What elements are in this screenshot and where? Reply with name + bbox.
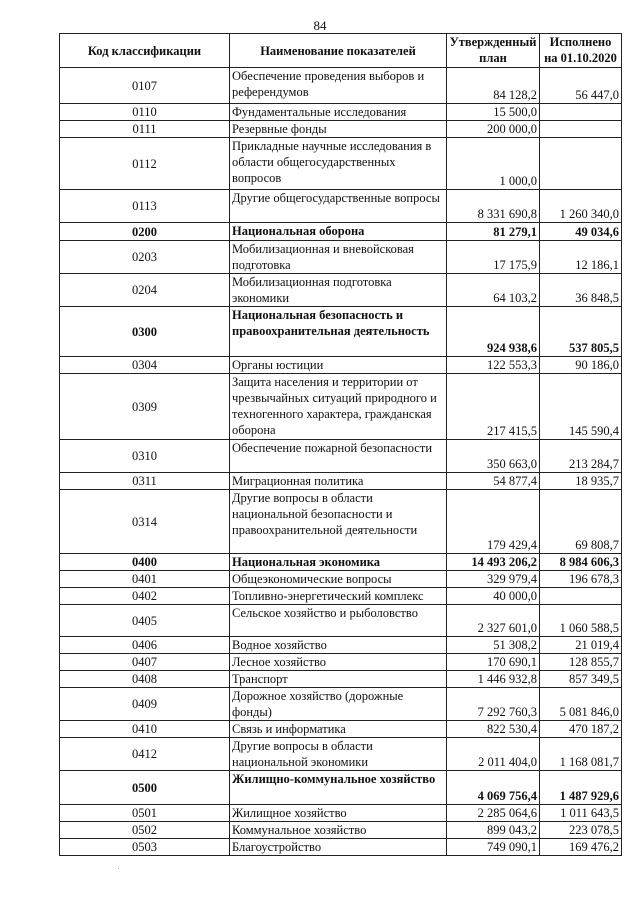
approved-plan: 4 069 756,4 xyxy=(447,771,540,805)
classification-code: 0112 xyxy=(60,138,230,190)
header-code: Код классификации xyxy=(60,34,230,68)
classification-code: 0407 xyxy=(60,654,230,671)
approved-plan: 15 500,0 xyxy=(447,104,540,121)
approved-plan: 8 331 690,8 xyxy=(447,190,540,223)
table-row xyxy=(60,771,622,805)
indicator-name: Национальная экономика xyxy=(230,554,447,571)
table-row xyxy=(60,721,622,738)
approved-plan: 217 415,5 xyxy=(447,374,540,440)
approved-plan: 122 553,3 xyxy=(447,357,540,374)
table-row xyxy=(60,637,622,654)
executed-value xyxy=(540,121,622,138)
indicator-name: Фундаментальные исследования xyxy=(230,104,447,121)
indicator-name: Жилищное хозяйство xyxy=(230,805,447,822)
indicator-name: Топливно-энергетический комплекс xyxy=(230,588,447,605)
table-row xyxy=(60,822,622,839)
indicator-name: Обеспечение пожарной безопасности xyxy=(230,440,447,473)
indicator-name: Общеэкономические вопросы xyxy=(230,571,447,588)
indicator-name: Благоустройство xyxy=(230,839,447,856)
executed-value xyxy=(540,104,622,121)
indicator-name: Коммунальное хозяйство xyxy=(230,822,447,839)
executed-value xyxy=(540,138,622,190)
table-row xyxy=(60,588,622,605)
classification-code: 0405 xyxy=(60,605,230,637)
indicator-name: Миграционная политика xyxy=(230,473,447,490)
indicator-name: Другие общегосударственные вопросы xyxy=(230,190,447,223)
table-row xyxy=(60,138,622,190)
header-plan-line2: план xyxy=(479,51,507,65)
classification-code: 0409 xyxy=(60,688,230,721)
indicator-name: Национальная безопасность и правоохранительная деятельность xyxy=(230,307,447,357)
table-row xyxy=(60,307,622,357)
classification-code: 0501 xyxy=(60,805,230,822)
classification-code: 0314 xyxy=(60,490,230,554)
indicator-name: Защита населения и территории от чрезвычайных ситуаций природного и техногенного характера, гражданская оборона xyxy=(230,374,447,440)
indicator-name: Дорожное хозяйство (дорожные фонды) xyxy=(230,688,447,721)
table-row xyxy=(60,440,622,473)
executed-value: 1 011 643,5 xyxy=(540,805,622,822)
table-row xyxy=(60,190,622,223)
executed-value: 470 187,2 xyxy=(540,721,622,738)
table-row xyxy=(60,121,622,138)
executed-value: 18 935,7 xyxy=(540,473,622,490)
executed-value: 1 060 588,5 xyxy=(540,605,622,637)
table-row xyxy=(60,473,622,490)
approved-plan: 924 938,6 xyxy=(447,307,540,357)
classification-code: 0401 xyxy=(60,571,230,588)
table-row xyxy=(60,490,622,554)
table-row xyxy=(60,839,622,856)
indicator-name: Резервные фонды xyxy=(230,121,447,138)
table-row xyxy=(60,374,622,440)
indicator-name: Национальная оборона xyxy=(230,223,447,241)
classification-code: 0500 xyxy=(60,771,230,805)
classification-code: 0400 xyxy=(60,554,230,571)
header-executed-line1: Исполнено xyxy=(549,35,612,49)
classification-code: 0503 xyxy=(60,839,230,856)
approved-plan: 14 493 206,2 xyxy=(447,554,540,571)
classification-code: 0502 xyxy=(60,822,230,839)
executed-value: 196 678,3 xyxy=(540,571,622,588)
header-plan-line1: Утвержденный xyxy=(449,35,537,49)
indicator-name: Органы юстиции xyxy=(230,357,447,374)
classification-code: 0412 xyxy=(60,738,230,771)
executed-value: 213 284,7 xyxy=(540,440,622,473)
executed-value: 128 855,7 xyxy=(540,654,622,671)
executed-value: 1 487 929,6 xyxy=(540,771,622,805)
approved-plan: 64 103,2 xyxy=(447,274,540,307)
approved-plan: 329 979,4 xyxy=(447,571,540,588)
table-row xyxy=(60,223,622,241)
executed-value: 1 168 081,7 xyxy=(540,738,622,771)
header-plan xyxy=(447,34,540,68)
indicator-name: Связь и информатика xyxy=(230,721,447,738)
approved-plan: 17 175,9 xyxy=(447,241,540,274)
table-body xyxy=(60,68,622,856)
classification-code: 0111 xyxy=(60,121,230,138)
classification-code: 0300 xyxy=(60,307,230,357)
approved-plan: 200 000,0 xyxy=(447,121,540,138)
classification-code: 0203 xyxy=(60,241,230,274)
approved-plan: 350 663,0 xyxy=(447,440,540,473)
classification-code: 0408 xyxy=(60,671,230,688)
executed-value: 169 476,2 xyxy=(540,839,622,856)
classification-code: 0204 xyxy=(60,274,230,307)
executed-value: 857 349,5 xyxy=(540,671,622,688)
classification-code: 0304 xyxy=(60,357,230,374)
classification-code: 0200 xyxy=(60,223,230,241)
indicator-name: Мобилизационная подготовка экономики xyxy=(230,274,447,307)
table-row xyxy=(60,104,622,121)
executed-value: 537 805,5 xyxy=(540,307,622,357)
executed-value: 69 808,7 xyxy=(540,490,622,554)
header-executed-line2: на 01.10.2020 xyxy=(544,51,617,65)
approved-plan: 822 530,4 xyxy=(447,721,540,738)
executed-value: 36 848,5 xyxy=(540,274,622,307)
indicator-name: Водное хозяйство xyxy=(230,637,447,654)
classification-code: 0410 xyxy=(60,721,230,738)
classification-code: 0113 xyxy=(60,190,230,223)
approved-plan: 51 308,2 xyxy=(447,637,540,654)
approved-plan: 170 690,1 xyxy=(447,654,540,671)
table-header-row xyxy=(60,34,622,68)
classification-code: 0311 xyxy=(60,473,230,490)
table-row xyxy=(60,805,622,822)
executed-value: 1 260 340,0 xyxy=(540,190,622,223)
classification-code: 0310 xyxy=(60,440,230,473)
indicator-name: Транспорт xyxy=(230,671,447,688)
classification-code: 0402 xyxy=(60,588,230,605)
approved-plan: 40 000,0 xyxy=(447,588,540,605)
executed-value: 21 019,4 xyxy=(540,637,622,654)
approved-plan: 2 327 601,0 xyxy=(447,605,540,637)
table-row xyxy=(60,357,622,374)
table-row xyxy=(60,605,622,637)
approved-plan: 81 279,1 xyxy=(447,223,540,241)
classification-code: 0309 xyxy=(60,374,230,440)
indicator-name: Обеспечение проведения выборов и референдумов xyxy=(230,68,447,104)
executed-value: 12 186,1 xyxy=(540,241,622,274)
table-row xyxy=(60,68,622,104)
approved-plan: 1 446 932,8 xyxy=(447,671,540,688)
executed-value: 90 186,0 xyxy=(540,357,622,374)
page-number: 84 xyxy=(313,18,327,33)
indicator-name: Прикладные научные исследования в области общегосударственных вопросов xyxy=(230,138,447,190)
scan-mark xyxy=(118,868,119,869)
executed-value xyxy=(540,588,622,605)
table-row xyxy=(60,274,622,307)
indicator-name: Лесное хозяйство xyxy=(230,654,447,671)
approved-plan: 2 285 064,6 xyxy=(447,805,540,822)
indicator-name: Сельское хозяйство и рыболовство xyxy=(230,605,447,637)
budget-table xyxy=(59,33,622,856)
header-executed xyxy=(540,34,622,68)
approved-plan: 899 043,2 xyxy=(447,822,540,839)
executed-value: 5 081 846,0 xyxy=(540,688,622,721)
classification-code: 0110 xyxy=(60,104,230,121)
header-name: Наименование показателей xyxy=(230,34,447,68)
indicator-name: Другие вопросы в области национальной экономики xyxy=(230,738,447,771)
indicator-name: Другие вопросы в области национальной безопасности и правоохранительной деятельности xyxy=(230,490,447,554)
executed-value: 49 034,6 xyxy=(540,223,622,241)
classification-code: 0107 xyxy=(60,68,230,104)
indicator-name: Жилищно-коммунальное хозяйство xyxy=(230,771,447,805)
table-row xyxy=(60,688,622,721)
table-row xyxy=(60,738,622,771)
executed-value: 223 078,5 xyxy=(540,822,622,839)
executed-value: 145 590,4 xyxy=(540,374,622,440)
executed-value: 56 447,0 xyxy=(540,68,622,104)
table-row xyxy=(60,554,622,571)
approved-plan: 2 011 404,0 xyxy=(447,738,540,771)
approved-plan: 1 000,0 xyxy=(447,138,540,190)
approved-plan: 84 128,2 xyxy=(447,68,540,104)
table-row xyxy=(60,671,622,688)
indicator-name: Мобилизационная и вневойсковая подготовка xyxy=(230,241,447,274)
approved-plan: 749 090,1 xyxy=(447,839,540,856)
approved-plan: 179 429,4 xyxy=(447,490,540,554)
table-row xyxy=(60,571,622,588)
approved-plan: 54 877,4 xyxy=(447,473,540,490)
table-row xyxy=(60,241,622,274)
classification-code: 0406 xyxy=(60,637,230,654)
approved-plan: 7 292 760,3 xyxy=(447,688,540,721)
executed-value: 8 984 606,3 xyxy=(540,554,622,571)
table-row xyxy=(60,654,622,671)
